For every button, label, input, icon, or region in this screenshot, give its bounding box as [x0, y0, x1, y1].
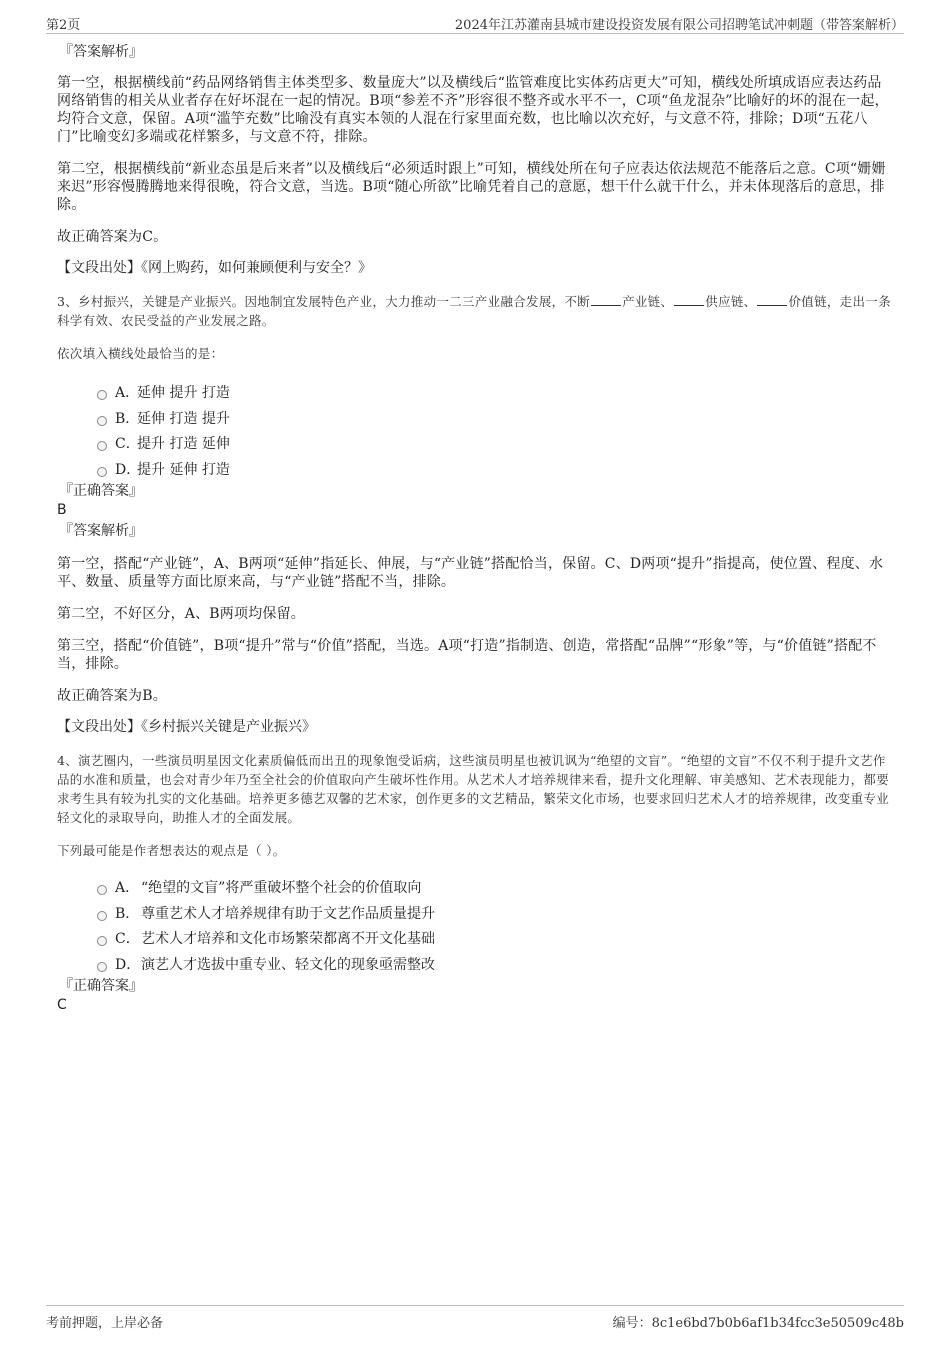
radio-icon[interactable]: [97, 441, 107, 451]
document-id: 编号：8c1e6bd7b0b6af1b34fcc3e50509c48b: [612, 1316, 904, 1331]
q4-options: [97, 878, 895, 980]
q4-option-c[interactable]: C． 艺术人才培养和文化市场繁荣都离不开文化基础: [97, 929, 895, 955]
q3-options: [97, 383, 895, 485]
q4-option-b[interactable]: B． 尊重艺术人才培养规律有助于文艺作品质量提升: [97, 904, 895, 930]
q4-answer-label: 『正确答案』: [59, 978, 143, 994]
page-header: [46, 14, 904, 34]
blank-1: [591, 295, 621, 306]
q3-stem: 3、乡村振兴，关键是产业振兴。因地制宜发展特色产业，大力推动一二三产业融合发展，不断 产业链、 供应链、 价值链，走出一条科学有效、农民受益的产业发展之路。: [57, 294, 891, 328]
q4-option-d[interactable]: D． 演艺人才选拔中重专业、轻文化的现象亟需整改: [97, 955, 895, 981]
document-title: 2024年江苏灌南县城市建设投资发展有限公司招聘笔试冲刺题（带答案解析）: [454, 18, 904, 33]
q2-source: 【文段出处】《网上购药，如何兼顾便利与安全？》: [57, 260, 372, 276]
q2-analysis-p1: 第一空，根据横线前“药品网络销售主体类型多、数量庞大”以及横线后“监管难度比实体药店更大”可知，横线处所填成语应表达药品网络销售的相关从业者存在好坏混在一起的情况。B项“参差不齐”形容很不整齐或水平不一，C项“鱼龙混杂”比喻好的坏的混在一起，均符合文意，保留。A项“滥竽充数”比喻没有真实本领的人混在行家里面充数，也比喻以次充好，与文意不符，排除；D项“五花八门”比喻变幻多端或花样繁多，与文意不符，排除。: [57, 75, 889, 145]
q4-answer: C: [57, 997, 67, 1013]
blank-2: [674, 295, 704, 306]
radio-icon[interactable]: [97, 885, 107, 895]
q4-option-a[interactable]: A． “绝望的文盲”将严重破坏整个社会的价值取向: [97, 878, 895, 904]
blank-3: [757, 295, 787, 306]
radio-icon[interactable]: [97, 911, 107, 921]
q3-answer: B: [57, 502, 67, 518]
q4-prompt: 下列最可能是作者想表达的观点是（ ）。: [57, 843, 286, 858]
q3-option-c[interactable]: C． 提升 打造 延伸: [97, 434, 895, 460]
radio-icon[interactable]: [97, 390, 107, 400]
q3-option-a[interactable]: A． 延伸 提升 打造: [97, 383, 895, 409]
radio-icon[interactable]: [97, 467, 107, 477]
footer-slogan: 考前押题，上岸必备: [46, 1316, 164, 1331]
q3-analysis-p2: 第二空，不好区分，A、B两项均保留。: [57, 606, 305, 622]
q3-conclusion: 故正确答案为B。: [57, 688, 167, 704]
q3-analysis-label: 『答案解析』: [59, 523, 143, 539]
q3-analysis-p1: 第一空，搭配“产业链”，A、B两项“延伸”指延长、伸展，与“产业链”搭配恰当，保留。C、D两项“提升”指提高，使位置、程度、水平、数量、质量等方面比原来高，与“产业链”搭配不当，排除。: [57, 556, 884, 590]
page-footer: [46, 1305, 904, 1330]
q3-source: 【文段出处】《乡村振兴关键是产业振兴》: [57, 719, 316, 735]
q3-answer-label: 『正确答案』: [59, 483, 143, 499]
q3-prompt: 依次填入横线处最恰当的是：: [57, 346, 224, 361]
radio-icon[interactable]: [97, 936, 107, 946]
q3-option-b[interactable]: B． 延伸 打造 提升: [97, 409, 895, 435]
page-number: 第2页: [46, 18, 81, 33]
document-body: [57, 42, 895, 1014]
q4-stem: 4、演艺圈内，一些演员明星因文化素质偏低而出丑的现象饱受诟病，这些演员明星也被讥讽为“绝望的文盲”。“绝望的文盲”不仅不利于提升文艺作品的水准和质量，也会对青少年乃至全社会的价值取向产生破坏性作用。从艺术人才培养规律来看，提升文化理解、审美感知、艺术表现能力，都要求考生具有较为扎实的文化基础。培养更多德艺双馨的艺术家，创作更多的文艺精品，繁荣文化市场，也要求回归艺术人才的培养规律，改变重专业轻文化的录取导向，助推人才的全面发展。: [57, 753, 890, 825]
q3-analysis-p3: 第三空，搭配“价值链”，B项“提升”常与“价值”搭配，当选。A项“打造”指制造、创造，常搭配“品牌”“形象”等，与“价值链”搭配不当，排除。: [57, 638, 877, 672]
q2-conclusion: 故正确答案为C。: [57, 229, 168, 245]
q2-analysis-label: 『答案解析』: [59, 44, 143, 60]
radio-icon[interactable]: [97, 416, 107, 426]
radio-icon[interactable]: [97, 962, 107, 972]
q3-option-d[interactable]: D． 提升 延伸 打造: [97, 460, 895, 486]
q2-analysis-p2: 第二空，根据横线前“新业态虽是后来者”以及横线后“必须适时跟上”可知，横线处所在句子应表达依法规范不能落后之意。C项“姗姗来迟”形容慢腾腾地来得很晚，符合文意，当选。B项“随心所欲”比喻凭着自己的意愿，想干什么就干什么，并未体现落后的意思，排除。: [57, 161, 886, 213]
